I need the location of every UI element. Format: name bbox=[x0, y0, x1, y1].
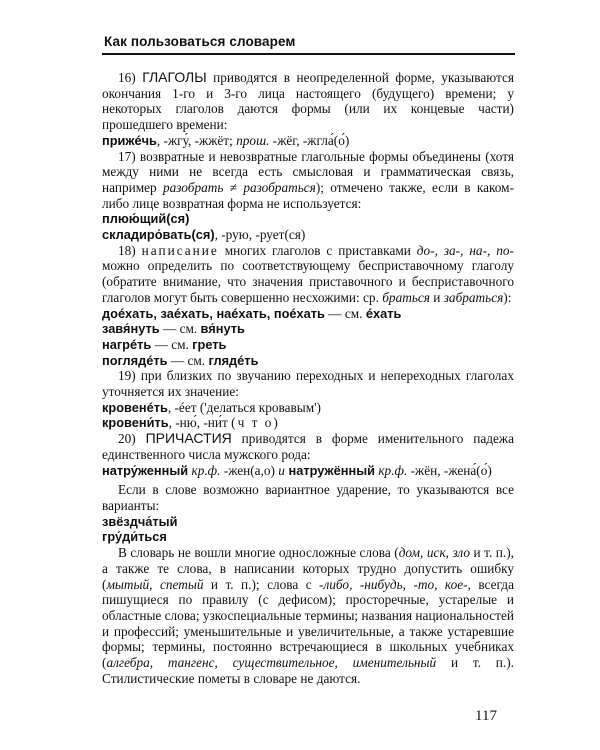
example-line bbox=[102, 514, 514, 530]
example-word: забраться bbox=[443, 289, 504, 305]
example-word: разобраться bbox=[243, 179, 316, 195]
page-body bbox=[102, 70, 514, 686]
headword: звёздча́тый bbox=[102, 513, 178, 529]
headword: натружённый bbox=[284, 462, 375, 478]
example-line bbox=[102, 227, 514, 243]
page-number: 117 bbox=[475, 708, 497, 724]
see-reference: — см. bbox=[324, 305, 366, 321]
example-line bbox=[102, 321, 514, 337]
paragraph-text: и т. п.). Стилистические пометы в словаре не даются. bbox=[102, 655, 515, 686]
abbreviation: прош. bbox=[236, 132, 270, 148]
section-text: ); отмечено также, если в каком-либо лице возвратная форма не используется: bbox=[102, 179, 515, 211]
headword: гру́ди́ться bbox=[102, 529, 167, 545]
headword: плюю́щий(ся) bbox=[102, 211, 190, 227]
section-number: 16) bbox=[118, 70, 143, 85]
example-line bbox=[102, 353, 514, 369]
word-forms: , -ню́, -ни́т bbox=[168, 415, 232, 431]
section-text: 17) возвратные и невозвратные глагольные формы объединены (хотя между ними не всегда есть смысловая и грамматическая связь, например bbox=[102, 148, 514, 195]
final-paragraph bbox=[102, 545, 514, 686]
running-header: Как пользоваться словарем bbox=[104, 34, 296, 49]
abbreviation: кр.ф. bbox=[188, 462, 221, 478]
section-19: 19) при близких по звучанию переходных и непереходных глаголах уточняется их значение: bbox=[102, 368, 514, 400]
conjunction: и bbox=[429, 289, 444, 305]
word-forms: -жён, -жена́(о́) bbox=[407, 462, 492, 478]
paragraph-text: и т. п.), а также те слова, в написании которых трудно допустить ошибку ( bbox=[102, 545, 515, 592]
spaced-term: написание bbox=[141, 242, 219, 258]
paragraph-text: В словарь не вошли многие односложные слова ( bbox=[118, 545, 399, 561]
headword: складиро́вать(ся) bbox=[102, 227, 215, 243]
section-term: ГЛАГОЛЫ bbox=[142, 69, 207, 85]
variants-paragraph: Если в слове возможно вариантное ударение, то указываются все варианты: bbox=[102, 482, 514, 513]
example-words: дом, иск, зло bbox=[398, 545, 470, 561]
word-forms: , -жгу́, -жжёт; bbox=[156, 132, 237, 148]
example-line bbox=[102, 415, 514, 431]
word-forms: , -éет ('делаться кровавым') bbox=[167, 399, 321, 415]
see-reference: — см. bbox=[151, 336, 193, 352]
see-reference: — см. bbox=[159, 321, 201, 337]
example-line bbox=[102, 306, 514, 322]
example-words: мытый, спетый bbox=[106, 576, 204, 592]
example-word: разобрать bbox=[163, 179, 224, 195]
not-equal-sign: ≠ bbox=[223, 179, 244, 195]
section-16 bbox=[102, 70, 514, 133]
word-forms: , -рую, -рует(ся) bbox=[214, 227, 306, 243]
headword: кровени́ть bbox=[102, 415, 169, 431]
section-text: многих глаголов с приставками bbox=[218, 242, 417, 258]
paragraph-text: и т. п.); слова с bbox=[203, 576, 320, 592]
usage-note: (ч т о) bbox=[231, 415, 280, 431]
section-text: приводятся в неопределенной форме, указываются окончания 1-го и 3-го лица настоящего (будущего) времени; у некоторых глаголов даются формы (или их концевые части) прошедшего времени: bbox=[102, 70, 514, 133]
example-line bbox=[102, 133, 514, 149]
section-number: 18) bbox=[118, 242, 142, 258]
headword: кровенéть bbox=[102, 399, 168, 415]
example-line bbox=[102, 529, 514, 545]
section-term: ПРИЧАСТИЯ bbox=[145, 430, 232, 447]
example-line bbox=[102, 337, 514, 353]
conjunction: и bbox=[278, 462, 285, 478]
example-words: -либо, -нибудь, -то, кое- bbox=[319, 576, 468, 592]
header-rule bbox=[102, 53, 515, 55]
section-number: 20) bbox=[118, 431, 146, 447]
reference-word: éхать bbox=[365, 305, 402, 321]
headword: поглядéть bbox=[102, 352, 168, 368]
abbreviation: кр.ф. bbox=[375, 462, 408, 478]
example-line bbox=[102, 400, 514, 416]
headword: прижéчь bbox=[102, 132, 157, 148]
example-word: браться bbox=[382, 289, 430, 305]
word-forms: -жёг, -жгла́(о́) bbox=[269, 132, 350, 148]
headword: завя́нуть bbox=[102, 321, 160, 337]
reference-word: вя́нуть bbox=[200, 321, 245, 337]
prefix-list: до-, за-, на-, по- bbox=[416, 242, 514, 258]
section-18 bbox=[102, 243, 514, 306]
headword: натру́женный bbox=[102, 462, 189, 478]
see-reference: — см. bbox=[167, 352, 209, 368]
section-20 bbox=[102, 431, 514, 462]
section-text: приводятся в форме именительного падежа единственного числа мужского рода: bbox=[102, 431, 514, 462]
section-text: можно определить по соответствующему бесприставочному глаголу (обратите внимание, что значения приставочного и бесприставочного глаголов могут быть совершенно несхожими: ср. bbox=[102, 258, 514, 305]
section-text: ): bbox=[503, 289, 512, 305]
headword: нагрéть bbox=[102, 336, 152, 352]
example-words: алгебра, тангенс, существительное, именительный bbox=[106, 655, 437, 671]
reference-word: глядéть bbox=[208, 352, 259, 368]
example-line bbox=[102, 463, 514, 479]
section-17 bbox=[102, 149, 514, 212]
headword: доéхать, заéхать, наéхать, поéхать bbox=[102, 305, 325, 321]
word-forms: -жен(а,о) bbox=[220, 462, 279, 478]
example-line bbox=[102, 211, 514, 227]
paragraph-text: , всегда пишущиеся по правилу (с дефисом); просторечные, устарелые и областные слова; узкоспециальные термины; названия национальностей и профессий; уменьшительные и увеличительные, а также устаревшие формы; термины, постоянно встречающиеся в школьных учебниках ( bbox=[102, 576, 514, 671]
reference-word: греть bbox=[192, 336, 227, 352]
